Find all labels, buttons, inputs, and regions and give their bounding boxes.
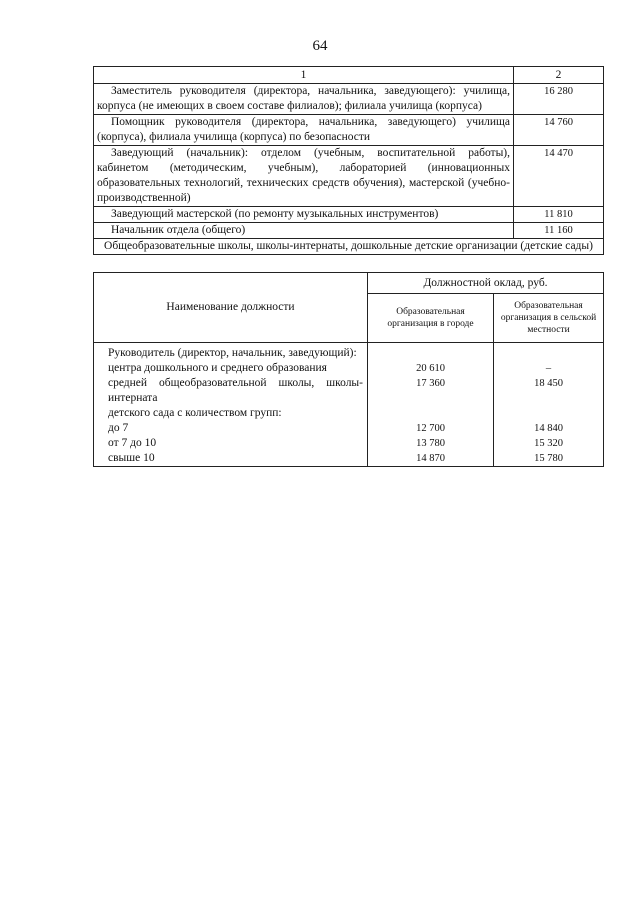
salary-table-schools	[93, 272, 604, 467]
table-row	[94, 376, 604, 406]
rural-salary: 18 450	[494, 376, 604, 406]
table-row	[94, 146, 604, 207]
position-name: детского сада с количеством групп:	[94, 406, 368, 421]
position-name: Заведующий мастерской (по ремонту музыкальных инструментов)	[94, 207, 514, 223]
header-row	[94, 273, 604, 294]
page-number: 64	[312, 38, 328, 54]
position-name: средней общеобразовательной школы, школы-интерната	[94, 376, 368, 406]
position-name: Начальник отдела (общего)	[94, 223, 514, 239]
position-name: от 7 до 10	[94, 436, 368, 451]
column-2-header: 2	[514, 67, 604, 84]
table-row	[94, 207, 604, 223]
position-name: Помощник руководителя (директора, начальника, заведующего) училища (корпуса), филиала училища (корпуса) по безопасности	[94, 115, 514, 146]
city-salary: 12 700	[368, 421, 494, 436]
city-salary: 14 870	[368, 451, 494, 467]
table-row	[94, 436, 604, 451]
position-name: Руководитель (директор, начальник, заведующий):	[94, 343, 368, 362]
table-row	[94, 361, 604, 376]
header-salary: Должностной оклад, руб.	[368, 273, 604, 294]
section-row	[94, 239, 604, 255]
salary-value: 16 280	[514, 84, 604, 115]
rural-salary	[494, 343, 604, 362]
table-row	[94, 115, 604, 146]
table-row	[94, 84, 604, 115]
position-name: центра дошкольного и среднего образования	[94, 361, 368, 376]
header-rural: Образовательная организация в сельской местности	[494, 294, 604, 343]
rural-salary	[494, 406, 604, 421]
rural-salary: –	[494, 361, 604, 376]
city-salary: 13 780	[368, 436, 494, 451]
salary-value: 11 160	[514, 223, 604, 239]
salary-table-colleges	[93, 66, 604, 255]
table-row	[94, 223, 604, 239]
city-salary: 20 610	[368, 361, 494, 376]
header-city: Образовательная организация в городе	[368, 294, 494, 343]
column-number-row	[94, 67, 604, 84]
position-name: Заведующий (начальник): отделом (учебным, воспитательной работы), кабинетом (методическим, учебным), лабораторией (инновационных образовательных технологий, технических средств обучения), мастерской (учебно-производственной)	[94, 146, 514, 207]
section-title: Общеобразовательные школы, школы-интернаты, дошкольные детские организации (детские сады)	[94, 239, 604, 255]
city-salary	[368, 343, 494, 362]
rural-salary: 15 320	[494, 436, 604, 451]
rural-salary: 15 780	[494, 451, 604, 467]
rural-salary: 14 840	[494, 421, 604, 436]
column-1-header: 1	[94, 67, 514, 84]
city-salary: 17 360	[368, 376, 494, 406]
position-name: Заместитель руководителя (директора, начальника, заведующего): училища, корпуса (не имеющих в своем составе филиалов); филиала училища (корпуса)	[94, 84, 514, 115]
salary-value: 14 470	[514, 146, 604, 207]
salary-value: 11 810	[514, 207, 604, 223]
position-name: свыше 10	[94, 451, 368, 467]
table-row	[94, 406, 604, 421]
table-row	[94, 451, 604, 467]
header-position-name: Наименование должности	[94, 273, 368, 343]
table-row	[94, 421, 604, 436]
position-name: до 7	[94, 421, 368, 436]
table-row	[94, 343, 604, 362]
city-salary	[368, 406, 494, 421]
salary-value: 14 760	[514, 115, 604, 146]
